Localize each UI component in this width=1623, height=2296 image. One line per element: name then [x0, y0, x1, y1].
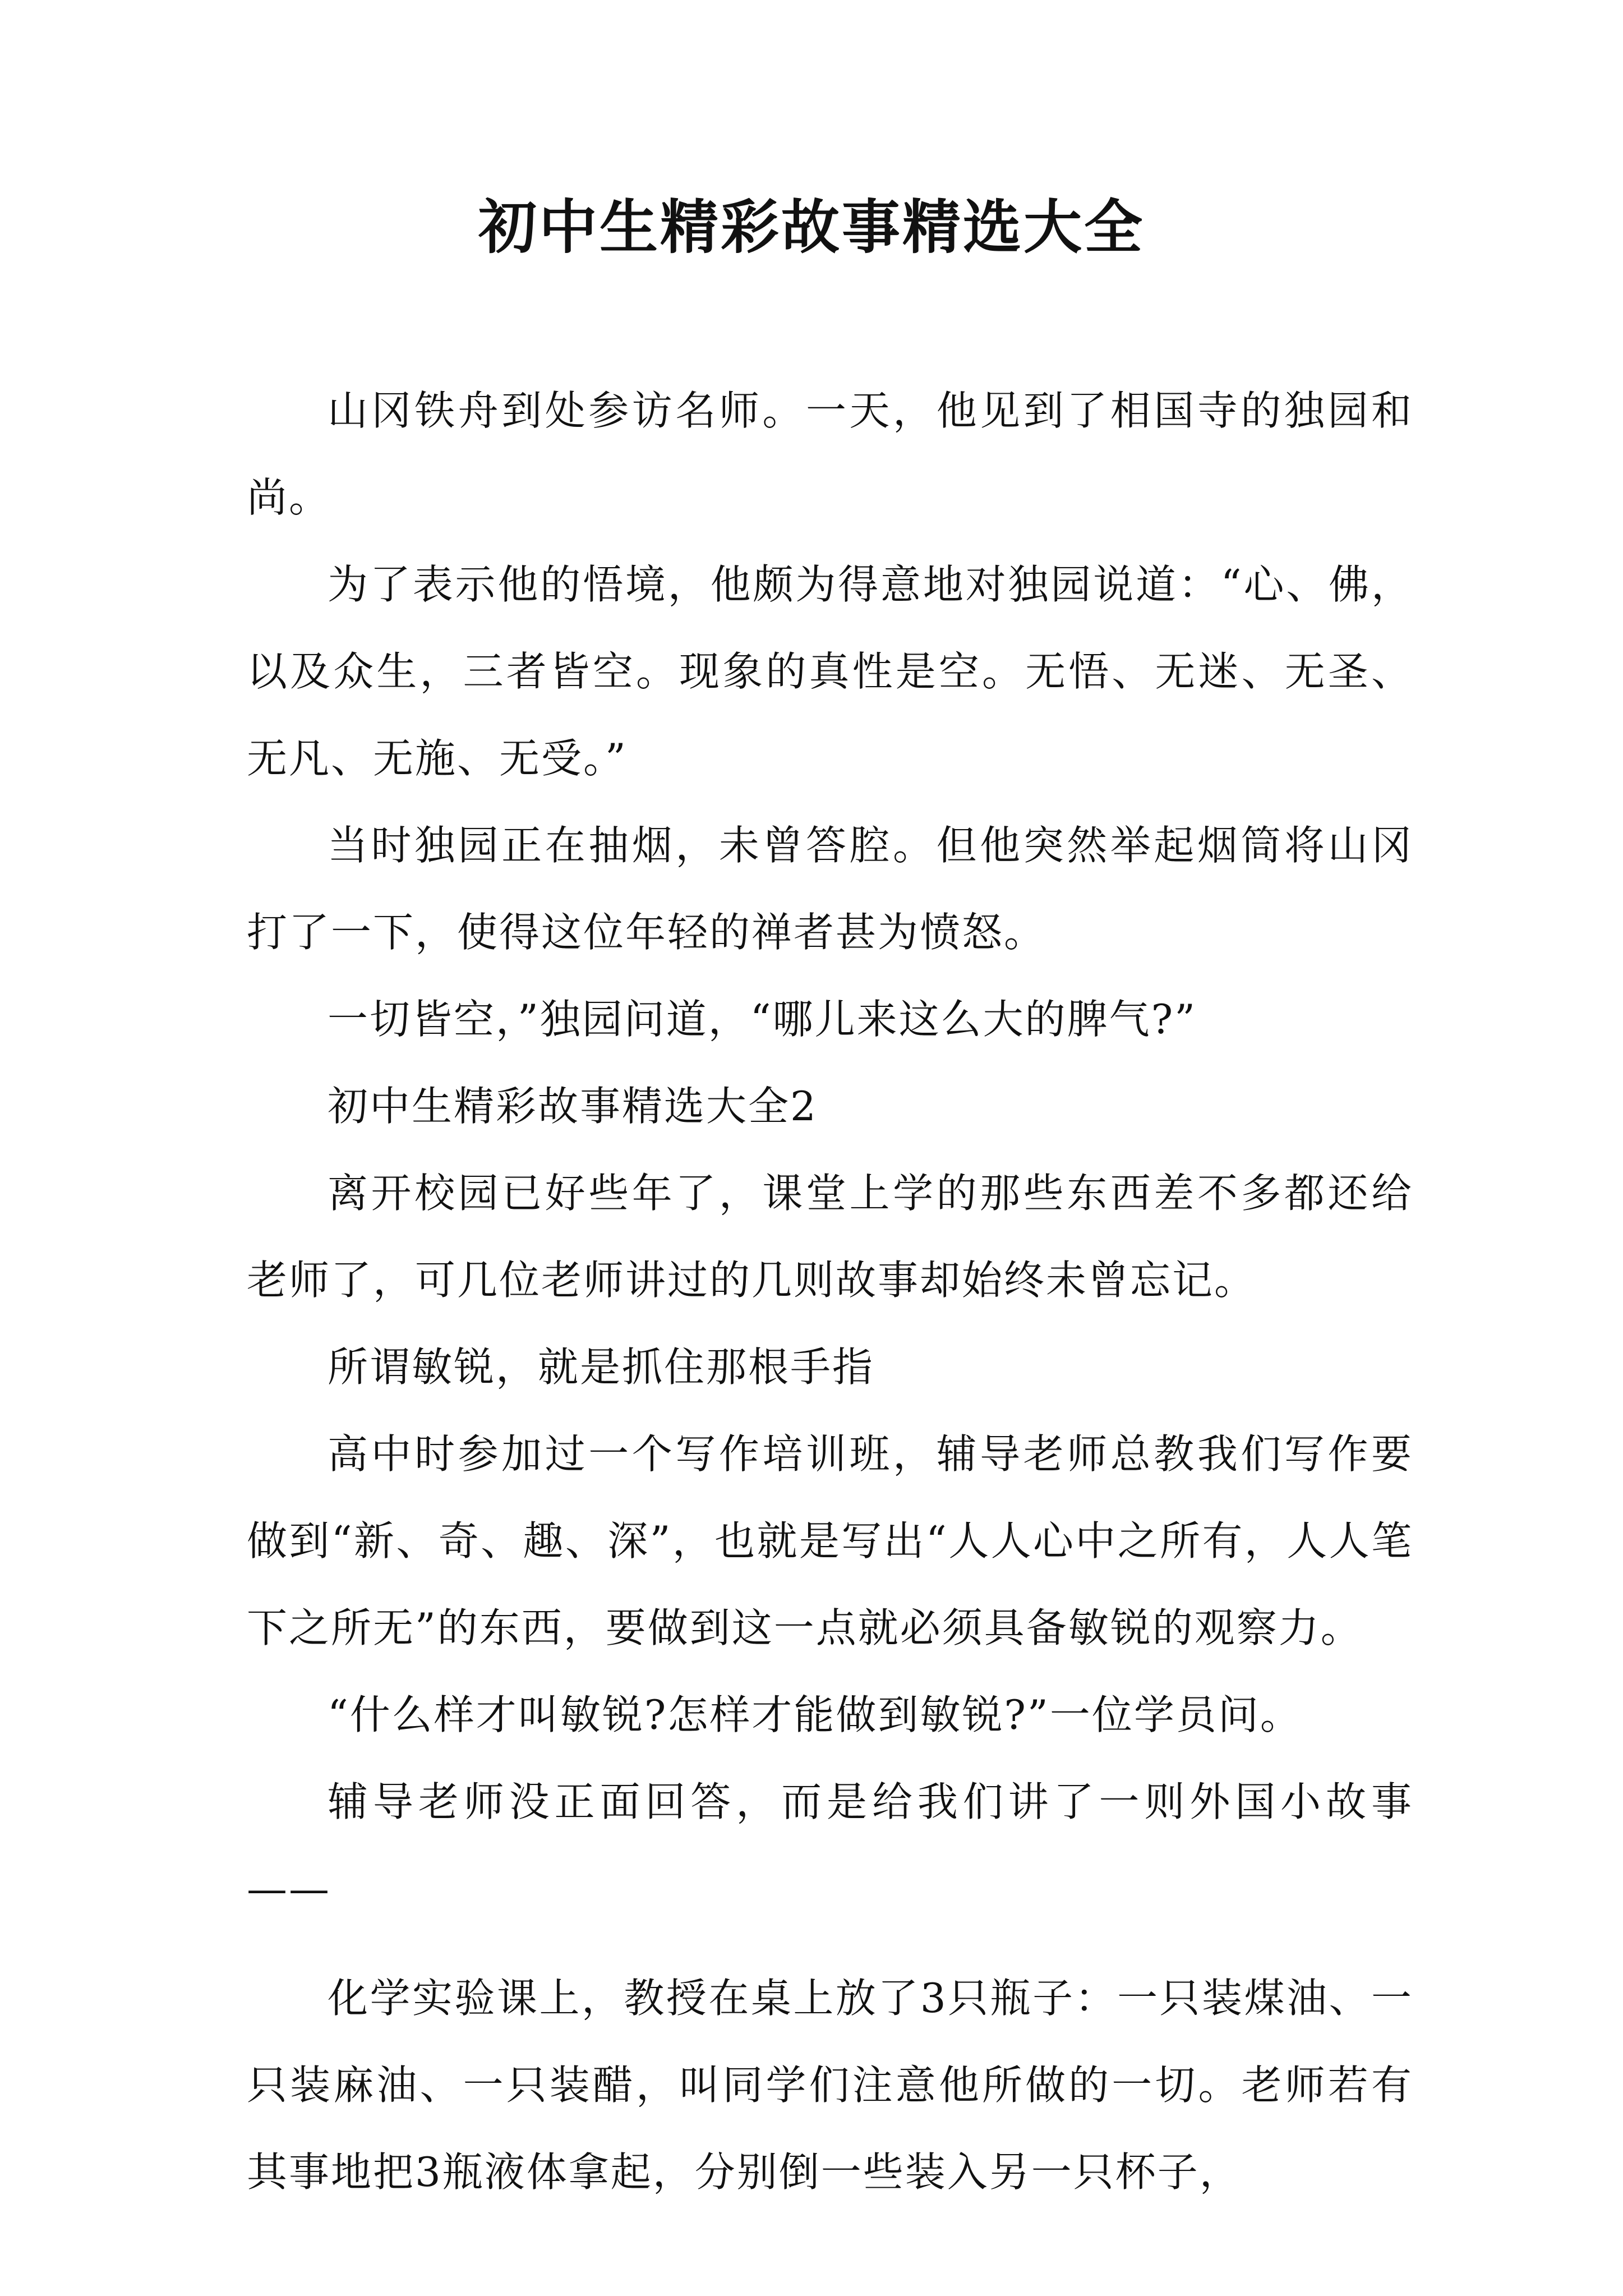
paragraph-1: 山冈铁舟到处参访名师。一天，他见到了相国寺的独园和尚。 — [247, 387, 1413, 521]
paragraph-9: “什么样才叫敏锐?怎样才能做到敏锐?”一位学员问。 — [328, 1691, 1302, 1738]
paragraph-6: 离开校园已好些年了，课堂上学的那些东西差不多都还给老师了，可几位老师讲过的几则故事却始终未曾忘记。 — [247, 1170, 1413, 1304]
paragraph-2: 为了表示他的悟境，他颇为得意地对独园说道：“心、佛，以及众生，三者皆空。现象的真性是空。无悟、无迷、无圣、无凡、无施、无受。” — [247, 561, 1413, 782]
paragraph-3: 当时独园正在抽烟，未曾答腔。但他突然举起烟筒将山冈打了一下，使得这位年轻的禅者甚为愤怒。 — [247, 822, 1413, 956]
paragraph-10: 辅导老师没正面回答，而是给我们讲了一则外国小故事—— — [247, 1778, 1413, 1912]
document-title: 初中生精彩故事精选大全 — [478, 193, 1145, 261]
subheading-sharpness: 所谓敏锐，就是抓住那根手指 — [328, 1343, 875, 1391]
document-body — [247, 367, 1413, 2216]
paragraph-4: 一切皆空，”独园问道，“哪儿来这么大的脾气?” — [328, 996, 1197, 1043]
section-heading-2: 初中生精彩故事精选大全2 — [328, 1083, 818, 1130]
paragraph-8: 高中时参加过一个写作培训班，辅导老师总教我们写作要做到“新、奇、趣、深”，也就是写出“人人心中之所有，人人笔下之所无”的东西，要做到这一点就必须具备敏锐的观察力。 — [247, 1430, 1413, 1651]
paragraph-11: 化学实验课上，教授在桌上放了3只瓶子：一只装煤油、一只装麻油、一只装醋，叫同学们注意他所做的一切。老师若有其事地把3瓶液体拿起，分别倒一些装入另一只杯子， — [247, 1975, 1413, 2196]
